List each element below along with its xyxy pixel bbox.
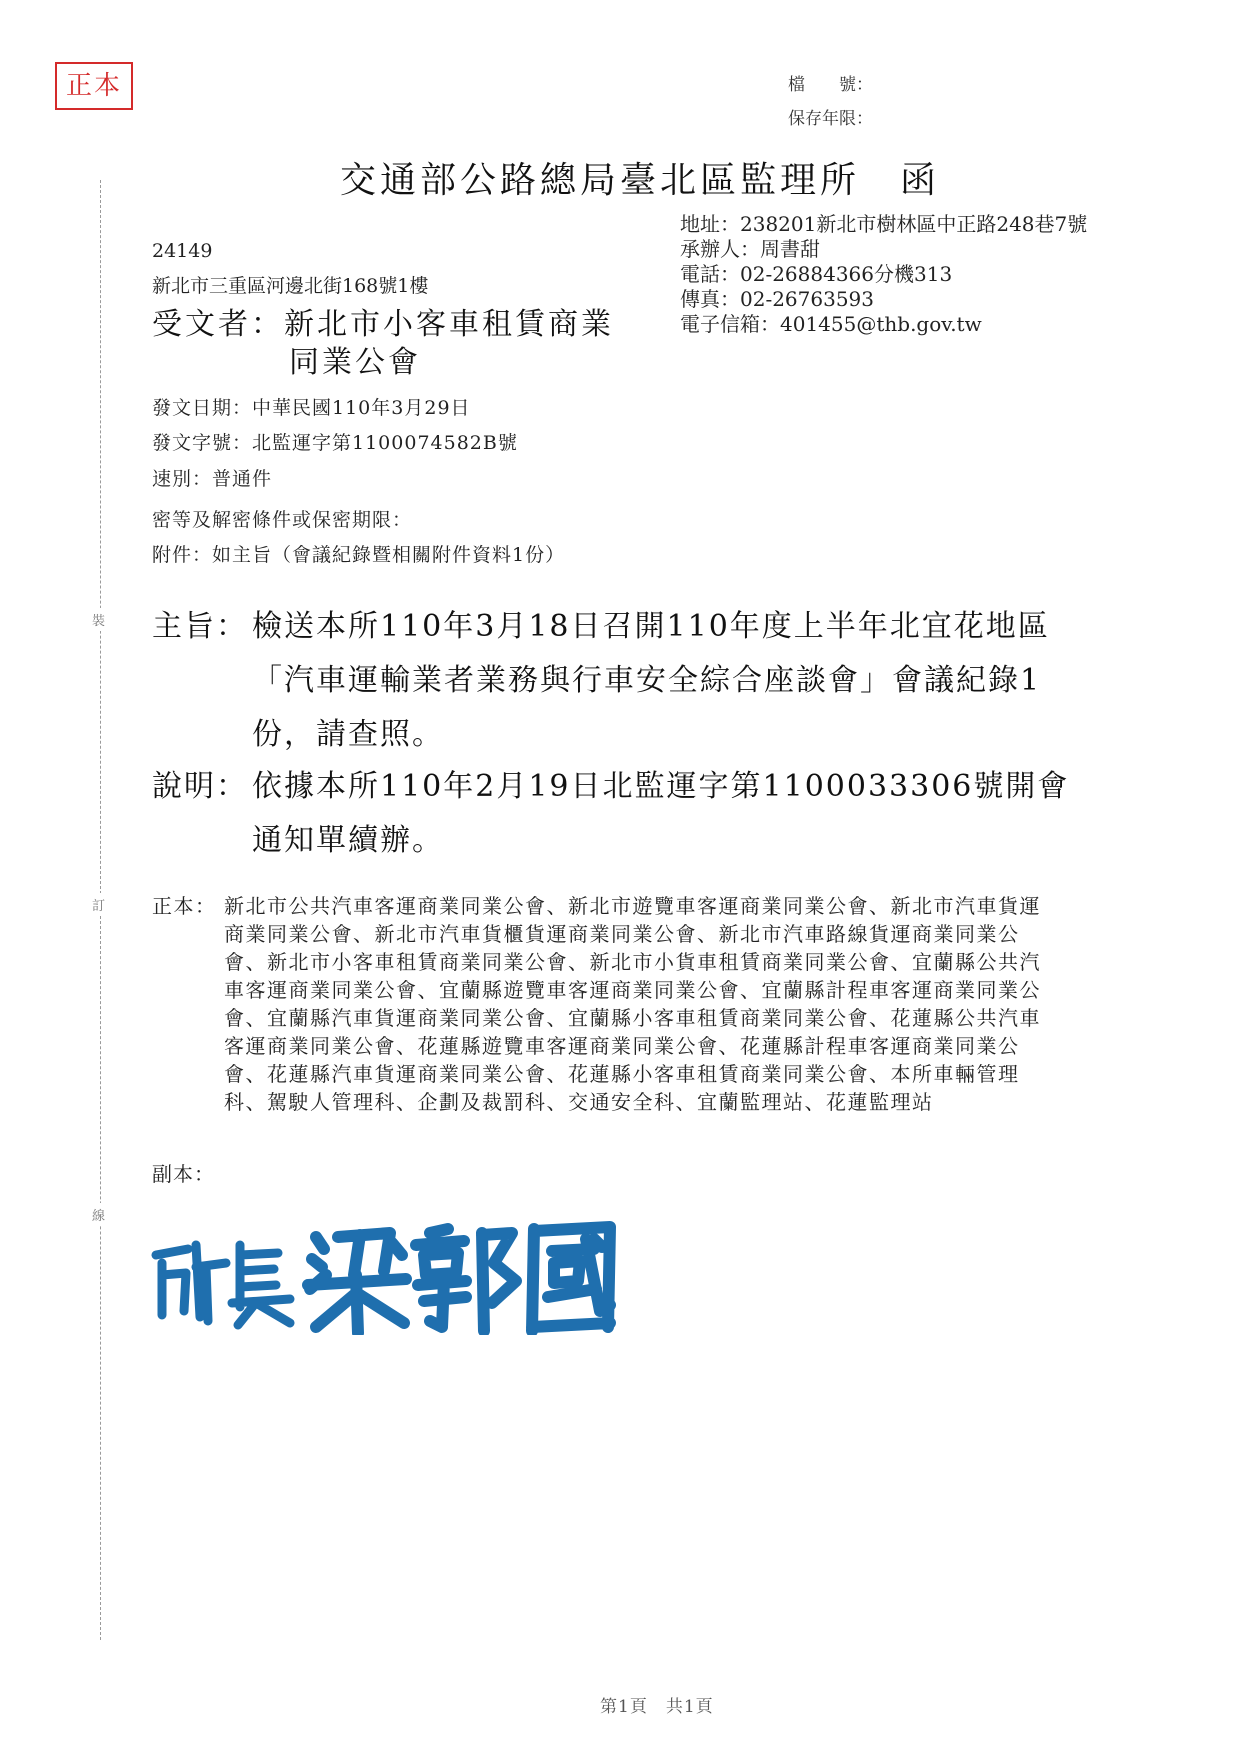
delivery-speed: 速別：普通件 bbox=[152, 468, 273, 490]
receiver-name-line1: 新北市小客車租賃商業 bbox=[284, 307, 614, 342]
sender-fax: 傳真：02-26763593 bbox=[680, 287, 875, 311]
subject-paragraph bbox=[152, 600, 1092, 762]
subject-label: 主旨： bbox=[152, 609, 248, 644]
handler-name: 承辦人：周書甜 bbox=[680, 237, 820, 261]
binding-mark-ding: 訂 bbox=[92, 893, 105, 916]
sender-phone: 電話：02-26884366分機313 bbox=[680, 262, 953, 286]
recipient-street-address: 新北市三重區河邊北街168號1樓 bbox=[152, 275, 429, 297]
issue-date: 發文日期：中華民國110年3月29日 bbox=[152, 397, 471, 419]
original-recipients-label: 正本： bbox=[152, 894, 217, 918]
original-copy-stamp: 正本 bbox=[55, 62, 133, 110]
sender-email: 電子信箱：401455@thb.gov.tw bbox=[680, 312, 982, 336]
original-recipients bbox=[152, 892, 1052, 1116]
explanation-text: 依據本所110年2月19日北監運字第1100033306號開會通知單續辦。 bbox=[252, 769, 1070, 858]
file-number-label: 檔 號： bbox=[788, 75, 873, 95]
sender-address: 地址：238201新北市樹林區中正路248巷7號 bbox=[680, 212, 1088, 236]
receiver-name-line2: 同業公會 bbox=[289, 345, 421, 380]
retention-period-label: 保存年限： bbox=[788, 109, 873, 129]
subject-text: 檢送本所110年3月18日召開110年度上半年北宜花地區「汽車運輸業者業務與行車安全綜合座談會」會議紀錄1份，請查照。 bbox=[252, 609, 1050, 752]
document-number: 發文字號：北監運字第1100074582B號 bbox=[152, 432, 518, 454]
receiver-label: 受文者： bbox=[152, 307, 284, 342]
binding-mark-xian: 線 bbox=[92, 1203, 105, 1226]
recipient-postal-code: 24149 bbox=[152, 240, 213, 262]
page-number: 第1頁 共1頁 bbox=[600, 1697, 714, 1717]
secrecy-level: 密等及解密條件或保密期限： bbox=[152, 509, 413, 531]
original-recipients-list: 新北市公共汽車客運商業同業公會、新北市遊覽車客運商業同業公會、新北市汽車貨運商業同業公會、新北市汽車貨櫃貨運商業同業公會、新北市汽車路線貨運商業同業公會、新北市小客車租賃商業同業公會、新北市小貨車租賃商業同業公會、宜蘭縣公共汽車客運商業同業公會、宜蘭縣遊覽車客運商業同業公會、宜蘭縣計程車客運商業同業公會、宜蘭縣汽車貨運商業同業公會、宜蘭縣小客車租賃商業同業公會、花蓮縣公共汽車客運商業同業公會、花蓮縣遊覽車客運商業同業公會、花蓮縣計程車客運商業同業公會、花蓮縣汽車貨運商業同業公會、花蓮縣小客車租賃商業同業公會、本所車輛管理科、駕駛人管理科、企劃及裁罰科、交通安全科、宜蘭監理站、花蓮監理站 bbox=[224, 894, 1041, 1114]
receiver-block bbox=[152, 306, 614, 382]
attachment-note: 附件：如主旨（會議紀錄暨相關附件資料1份） bbox=[152, 544, 566, 566]
binding-mark-zhuang: 裝 bbox=[92, 608, 105, 631]
document-title: 交通部公路總局臺北區監理所 函 bbox=[340, 160, 941, 201]
explanation-label: 說明： bbox=[152, 769, 248, 804]
director-signature bbox=[148, 1215, 628, 1335]
copy-recipients-label: 副本： bbox=[152, 1162, 215, 1186]
explanation-paragraph bbox=[152, 760, 1092, 868]
